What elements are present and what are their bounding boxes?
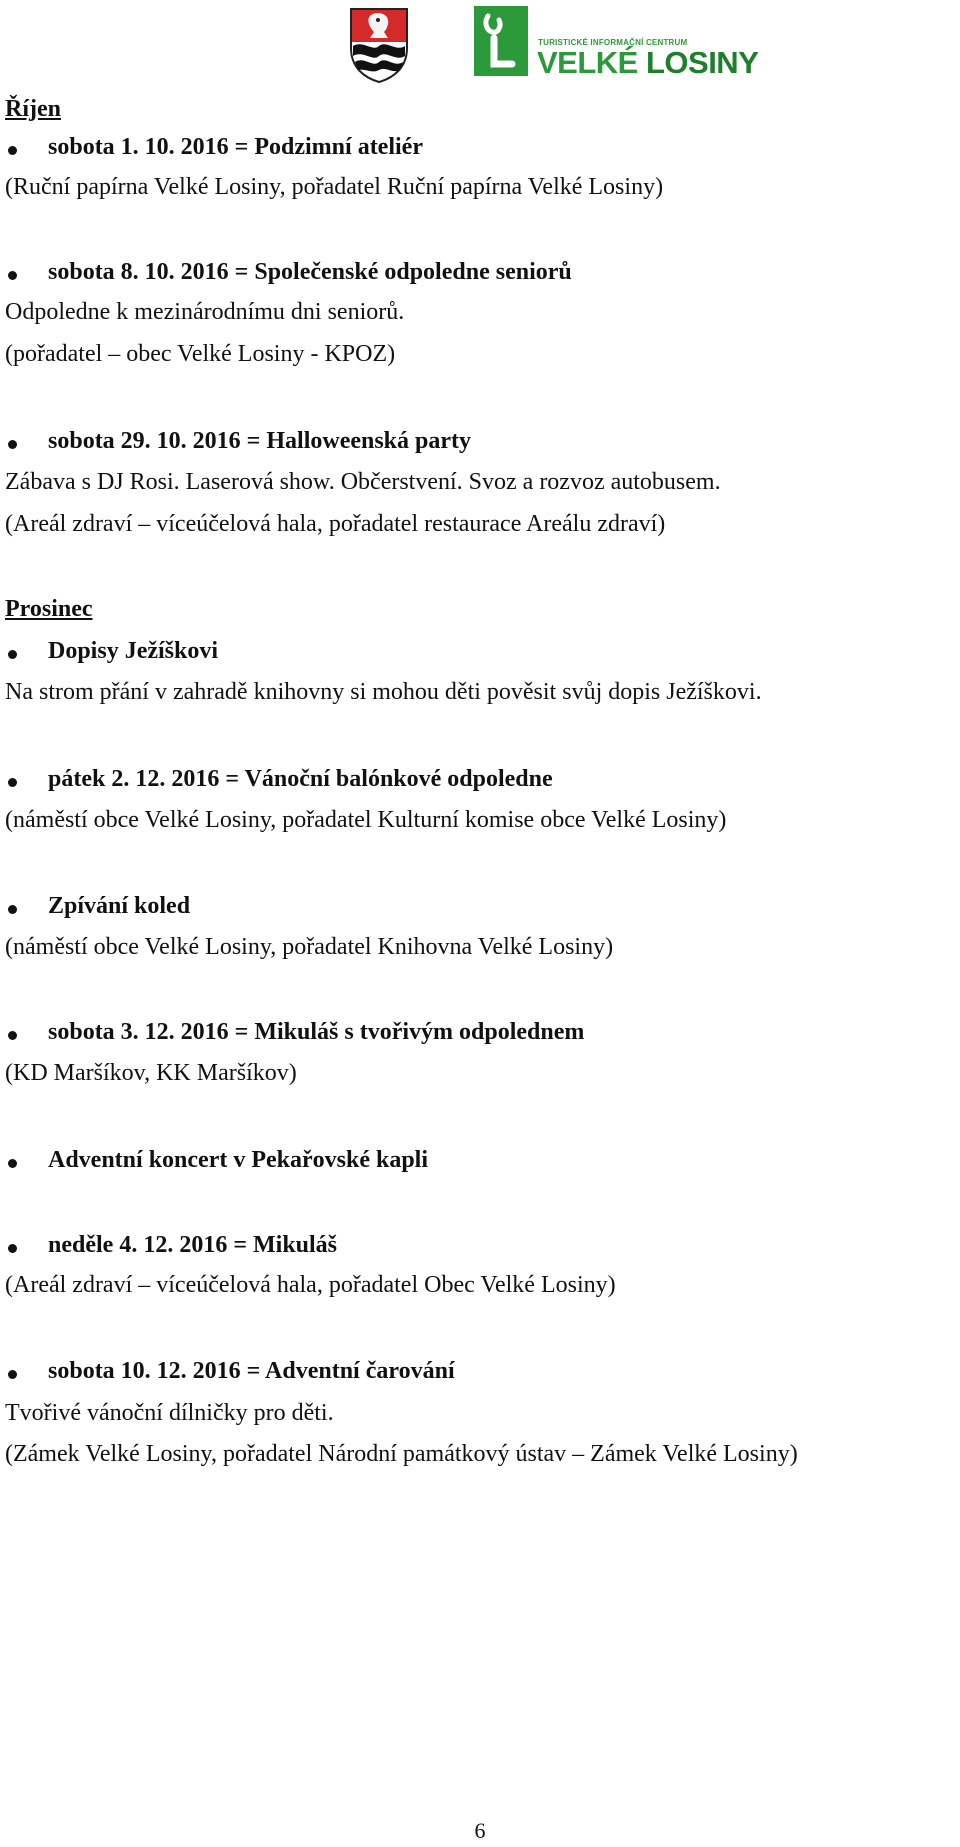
event-title: Zpívání koled [48, 893, 191, 919]
event-detail: (Ruční papírna Velké Losiny, pořadatel Ruční papírna Velké Losiny) [5, 174, 664, 200]
event-detail: (pořadatel – obec Velké Losiny - KPOZ) [5, 341, 396, 367]
event-title: Dopisy Ježíškovi [48, 638, 219, 664]
event-detail: (Zámek Velké Losiny, pořadatel Národní památkový ústav – Zámek Velké Losiny) [5, 1441, 798, 1467]
month-heading-october: Říjen [5, 96, 61, 122]
event-title: sobota 3. 12. 2016 = Mikuláš s tvořivým odpolednem [48, 1019, 585, 1045]
tic-title-part-a: VELKÉ [537, 45, 646, 80]
bullet-icon [8, 271, 17, 280]
bullet-icon [8, 650, 17, 659]
page-number: 6 [474, 1818, 486, 1843]
tic-subtitle: TURISTICKÉ INFORMAČNÍ CENTRUM [538, 38, 688, 47]
bullet-icon [8, 440, 17, 449]
page-header [0, 4, 960, 82]
event-detail: Tvořivé vánoční dílničky pro děti. [5, 1400, 334, 1426]
bullet-icon [8, 905, 17, 914]
bullet-icon [8, 1370, 17, 1379]
event-detail: Na strom přání v zahradě knihovny si mohou děti pověsit svůj dopis Ježíškovi. [5, 679, 762, 705]
municipal-coat-of-arms-icon [348, 6, 410, 84]
event-detail: (Areál zdraví – víceúčelová hala, pořadatel restaurace Areálu zdraví) [5, 511, 666, 537]
event-title: Adventní koncert v Pekařovské kapli [48, 1147, 429, 1173]
tourist-info-center-logo [474, 6, 759, 80]
tourist-info-i-icon [474, 6, 528, 76]
bullet-icon [8, 778, 17, 787]
event-title: sobota 1. 10. 2016 = Podzimní ateliér [48, 134, 423, 160]
event-title: sobota 29. 10. 2016 = Halloweenská party [48, 428, 472, 454]
tic-title [537, 47, 758, 78]
event-detail: (Areál zdraví – víceúčelová hala, pořadatel Obec Velké Losiny) [5, 1272, 616, 1298]
month-heading-december: Prosinec [5, 596, 93, 622]
event-detail: Zábava s DJ Rosi. Laserová show. Občerstvení. Svoz a rozvoz autobusem. [5, 469, 721, 495]
bullet-icon [8, 1031, 17, 1040]
bullet-icon [8, 1244, 17, 1253]
bullet-icon [8, 1159, 17, 1168]
event-detail: (KD Maršíkov, KK Maršíkov) [5, 1060, 297, 1086]
event-detail: Odpoledne k mezinárodnímu dni seniorů. [5, 299, 405, 325]
event-title: neděle 4. 12. 2016 = Mikuláš [48, 1232, 338, 1258]
tic-title-part-b: LOSINY [645, 45, 759, 80]
event-detail: (náměstí obce Velké Losiny, pořadatel Kulturní komise obce Velké Losiny) [5, 807, 727, 833]
event-title: pátek 2. 12. 2016 = Vánoční balónkové odpoledne [48, 766, 553, 792]
event-detail: (náměstí obce Velké Losiny, pořadatel Knihovna Velké Losiny) [5, 934, 614, 960]
event-title: sobota 8. 10. 2016 = Společenské odpoledne seniorů [48, 259, 572, 285]
bullet-icon [8, 146, 17, 155]
event-title: sobota 10. 12. 2016 = Adventní čarování [48, 1358, 455, 1384]
